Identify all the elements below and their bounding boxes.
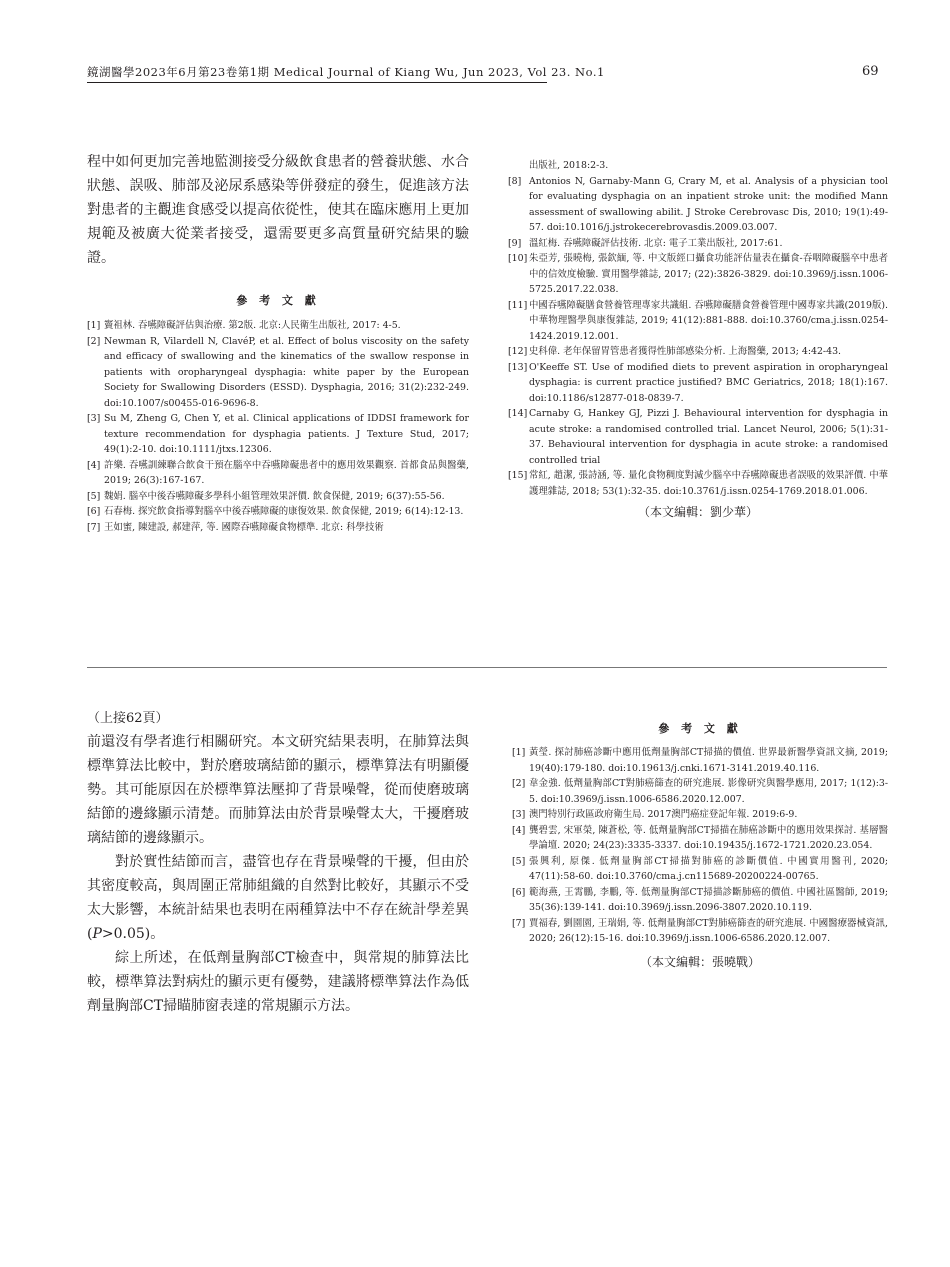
running-header xyxy=(87,64,605,83)
article1-references-heading: 參 考 文 獻 xyxy=(236,294,320,307)
journal-title-en: Medical Journal of Kiang Wu, Jun 2023, Vol 23. No.1 xyxy=(273,65,605,79)
article1-left-column xyxy=(87,150,469,535)
reference-item: [6] 範海燕, 王霄鵬, 李鵬, 等. 低劑量胸部CT掃描診斷肺癌的價值. 中國社區醫師, 2019; 35(36):139-141. doi:10.3969/j.issn.2096-3807.2020.10.119. xyxy=(512,886,888,913)
reference-item: [13] O'Keeffe ST. Use of modified diets to prevent aspiration in oropharyngeal dysphagia: is current practice justified? BMC Geriatrics, 2018; 18(1):167. doi:10.1186/s12877-018-0839-7. xyxy=(508,361,888,404)
reference-item: [3] Su M, Zheng G, Chen Y, et al. Clinical applications of IDDSI framework for texture recommendation for dysphagia patients. J Texture Stud, 2017; 49(1):2-10. doi:10.1111/jtxs.12306. xyxy=(87,413,469,455)
reference-item: [2] 韋金強. 低劑量胸部CT對肺癌篩查的研究進展. 影像研究與醫學應用, 2017; 1(12):3-5. doi:10.3969/j.issn.1006-6586.2020.12.007. xyxy=(512,778,888,805)
article2-paragraph-3: 綜上所述，在低劑量胸部CT檢查中，與常規的肺算法比較，標準算法對病灶的顯示更有優勢，建議將標準算法作為低劑量胸部CT掃瞄肺窗表達的常規顯示方法。 xyxy=(87,950,469,1014)
reference-item: [14] Carnaby G, Hankey GJ, Pizzi J. Behavioural intervention for dysphagia in acute stroke: a randomised controlled trial. Lancet Neurol, 2006; 5(1):31-37. Behavioural intervention for dysphagia in acute stroke: a randomised controlled trial xyxy=(508,408,888,466)
page-number: 69 xyxy=(862,64,879,79)
reference-item: [10] 朱亞芳, 張曉梅, 張欽緬, 等. 中文版經口攝食功能評估量表在攝食-吞咽障礙腦卒中患者中的信效度檢驗. 實用醫學雜誌, 2017; (22):3826-3829. doi:10.3969/j.issn.1006-5725.2017.22.038. xyxy=(508,253,888,295)
article-divider xyxy=(87,667,887,668)
reference-item: [15] 常紅, 趙潔, 張詩涵, 等. 量化食物稠度對減少腦卒中吞嚥障礙患者誤吸的效果評價. 中華護理雜誌, 2018; 53(1):32-35. doi:10.3761/j.issn.0254-1769.2018.01.006. xyxy=(508,470,888,497)
reference-item: [4] 許樂. 吞嚥訓練聯合飲食干預在腦卒中吞嚥障礙患者中的應用效果觀察. 首都食品與醫藥, 2019; 26(3):167-167. xyxy=(87,459,469,486)
reference-item: [8] Antonios N, Garnaby-Mann G, Crary M, et al. Analysis of a physician tool for evaluating dysphagia on an inpatient stroke unit: the modified Mann assessment of swallowing abilit. J Stroke Cerebrovasc Dis, 2010; 19(1):49-57. doi:10.1016/j.jstrokecerebrovasdis.2009.03.007. xyxy=(508,175,888,233)
journal-title-cn: 鏡湖醫學2023年6月第23卷第1期 xyxy=(87,65,270,79)
article2-left-column xyxy=(87,707,469,1018)
article2-right-column xyxy=(512,720,888,970)
reference-item: [12] 史科偉. 老年保留胃管患者獲得性肺部感染分析. 上海醫藥, 2013; 4:42-43. xyxy=(508,346,842,357)
reference-item: [11] 中國吞嚥障礙膳食營養管理專家共識組. 吞嚥障礙膳食營養管理中國專家共識(2019版). 中華物理醫學與康復雜誌, 2019; 41(12):881-888. doi:10.3760/cma.j.issn.0254-1424.2019.12.001. xyxy=(508,299,888,342)
article1-right-column xyxy=(508,158,888,520)
article1-references-left xyxy=(87,318,469,535)
reference-item: [1] 黃瑩. 探討肺癌診斷中應用低劑量胸部CT掃描的價值. 世界最新醫學資訊文摘, 2019; 19(40):179-180. doi:10.19613/j.cnki.1671-3141.2019.40.116. xyxy=(512,747,888,774)
article2-paragraph-2: 對於實性結節而言，盡管也存在背景噪聲的干擾，但由於其密度較高，與周圍正常肺組織的自然對比較好，其顯示不受太大影響，本統計結果也表明在兩種算法中不存在統計學差異(P>0.05)。 xyxy=(87,854,469,942)
article2-references xyxy=(512,745,888,947)
reference-item: [7] 王如蜜, 陳建設, 郝建萍, 等. 國際吞嚥障礙食物標準. 北京: 科學技術 xyxy=(87,521,384,533)
reference-item: [4] 龔碧雲, 宋軍榮, 陳蒼松, 等. 低劑量胸部CT掃描在肺癌診斷中的應用效果探討. 基層醫學論壇. 2020; 24(23):3335-3337. doi:10.19435/j.1672-1721.2020.23.054. xyxy=(512,824,888,851)
reference-item: [2] Newman R, Vilardell N, ClavéP, et al. Effect of bolus viscosity on the safety and efficacy of swallowing and the kinematics of the swallow response in patients with oropharyngeal dysphagia: white paper by the European Society for Swallowing Disorders (ESSD). Dysphagia, 2016; 31(2):232-249. doi:10.1007/s00455-016-9696-8. xyxy=(87,335,469,409)
article2-references-heading: 參 考 文 獻 xyxy=(658,722,742,735)
reference-item: [7] 賈福春, 劉園園, 王瑞娟, 等. 低劑量胸部CT對肺癌篩查的研究進展. 中國醫療器械資訊, 2020; 26(12):15-16. doi:10.3969/j.issn.1006-6586.2020.12.007. xyxy=(512,917,888,944)
article2-editor-note: （本文編輯：張曉戰） xyxy=(639,954,760,969)
reference-item: [9] 溫紅梅. 吞嚥障礙評估技術. 北京: 電子工業出版社, 2017:61. xyxy=(508,237,783,249)
reference-item: [5] 魏娟. 腦卒中後吞嚥障礙多學科小組管理效果評價. 飲食保健, 2019; 6(37):55-56. xyxy=(87,490,445,502)
reference-item: [1] 竇祖林. 吞嚥障礙評估與治療. 第2版. 北京:人民衛生出版社, 2017: 4-5. xyxy=(87,320,401,331)
reference-item: 出版社, 2018:2-3. xyxy=(529,160,609,171)
article1-conclusion: 程中如何更加完善地監測接受分級飲食患者的營養狀態、水合狀態、誤吸、肺部及泌尿系感染等併發症的發生，促進該方法對患者的主觀進食感受以提高依從性，使其在臨床應用上更加規範及被廣大從業者接受，還需要更多高質量研究結果的驗證。 xyxy=(87,154,469,266)
reference-item: [3] 澳門特別行政區政府衛生局. 2017澳門癌症登記年報. 2019:6-9. xyxy=(512,809,798,820)
reference-item: [5] 張興利, 原傑. 低劑量胸部CT掃描對肺癌的診斷價值. 中國實用醫刊, 2020; 47(11):58-60. doi:10.3760/cma.j.cn115689-20200224-00765. xyxy=(512,855,888,882)
article1-editor-note: （本文編輯：劉少華） xyxy=(637,505,758,519)
continued-from-note: （上接62頁） xyxy=(87,711,169,726)
article1-references-right xyxy=(508,158,888,499)
reference-item: [6] 石春梅. 探究飲食指導對腦卒中後吞嚥障礙的康復效果. 飲食保健, 2019; 6(14):12-13. xyxy=(87,506,464,517)
article2-paragraph-1: 前還沒有學者進行相關研究。本文研究結果表明，在肺算法與標準算法比較中，對於磨玻璃結節的顯示，標準算法有明顯優勢。其可能原因在於標準算法壓抑了背景噪聲，從而使磨玻璃結節的邊緣顯示清楚。而肺算法由於背景噪聲太大，干擾磨玻璃結節的邊緣顯示。 xyxy=(87,734,469,846)
